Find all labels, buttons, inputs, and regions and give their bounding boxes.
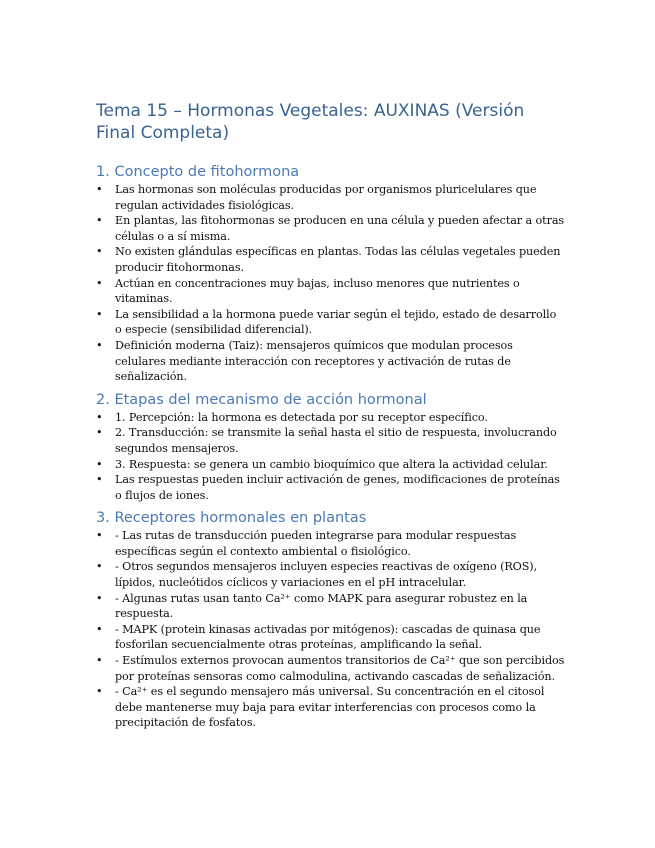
list-item bbox=[96, 457, 566, 473]
bullet-icon: • bbox=[96, 622, 103, 636]
list-item bbox=[96, 559, 566, 590]
bullet-icon: • bbox=[96, 338, 103, 352]
section-mecanismo-accion bbox=[96, 391, 566, 504]
section-heading: 2. Etapas del mecanismo de acción hormonal bbox=[96, 391, 427, 408]
document-body bbox=[96, 100, 566, 737]
bullet-icon: • bbox=[96, 529, 103, 543]
list-item bbox=[96, 338, 566, 385]
list-item bbox=[96, 684, 566, 731]
list-item bbox=[96, 622, 566, 653]
list-item bbox=[96, 307, 566, 338]
list-item-text: - Las rutas de transducción pueden integrarse para modular respuestas específicas según el contexto ambiental o fisiológico. bbox=[115, 529, 517, 558]
bullet-list bbox=[96, 182, 566, 385]
bullet-icon: • bbox=[96, 591, 103, 605]
list-item-text: Actúan en concentraciones muy bajas, incluso menores que nutrientes o vitaminas. bbox=[115, 276, 520, 306]
bullet-icon: • bbox=[96, 457, 103, 471]
list-item-text: Definición moderna (Taiz): mensajeros químicos que modulan procesos celulares mediante interacción con receptores y activación de rutas de señalización. bbox=[115, 338, 513, 384]
list-item-text: En plantas, las fitohormonas se producen en una célula y pueden afectar a otras células o a sí misma. bbox=[115, 214, 565, 243]
list-item-text: Las hormonas son moléculas producidas por organismos pluricelulares que regulan actividades fisiológicas. bbox=[115, 183, 537, 212]
bullet-icon: • bbox=[96, 245, 103, 259]
bullet-icon: • bbox=[96, 654, 103, 668]
list-item-text: - MAPK (protein kinasas activadas por mitógenos): cascadas de quinasa que fosforilan secuencialmente otras proteínas, amplificando la señal. bbox=[115, 622, 541, 652]
list-item bbox=[96, 182, 566, 213]
list-item bbox=[96, 425, 566, 456]
bullet-icon: • bbox=[96, 560, 103, 574]
bullet-icon: • bbox=[96, 214, 103, 228]
bullet-icon: • bbox=[96, 410, 103, 424]
document-title: Tema 15 – Hormonas Vegetales: AUXINAS (Versión Final Completa) bbox=[96, 101, 525, 143]
bullet-list bbox=[96, 528, 566, 731]
bullet-icon: • bbox=[96, 685, 103, 699]
list-item bbox=[96, 276, 566, 307]
list-item-text: 2. Transducción: se transmite la señal hasta el sitio de respuesta, involucrando segundos mensajeros. bbox=[115, 426, 557, 455]
list-item bbox=[96, 213, 566, 244]
list-item-text: - Ca²⁺ es el segundo mensajero más universal. Su concentración en el citosol debe mantenerse muy baja para evitar interferencias con procesos como la precipitación de fosfatos. bbox=[115, 685, 545, 730]
list-item bbox=[96, 591, 566, 622]
list-item-text: - Otros segundos mensajeros incluyen especies reactivas de oxígeno (ROS), lípidos, nucleótidos cíclicos y variaciones en el pH intracelular. bbox=[115, 560, 538, 590]
list-item-text: No existen glándulas específicas en plantas. Todas las células vegetales pueden producir fitohormonas. bbox=[115, 245, 561, 274]
bullet-list bbox=[96, 410, 566, 504]
list-item-text: 3. Respuesta: se genera un cambio bioquímico que altera la actividad celular. bbox=[115, 457, 548, 471]
list-item-text: La sensibilidad a la hormona puede variar según el tejido, estado de desarrollo o especie (sensibilidad diferencial). bbox=[115, 307, 557, 337]
list-item bbox=[96, 472, 566, 503]
list-item bbox=[96, 653, 566, 684]
bullet-icon: • bbox=[96, 276, 103, 290]
list-item bbox=[96, 244, 566, 275]
section-receptores bbox=[96, 509, 566, 731]
list-item-text: - Estímulos externos provocan aumentos transitorios de Ca²⁺ que son percibidos por proteínas sensoras como calmodulina, activando cascadas de señalización. bbox=[115, 654, 565, 683]
bullet-icon: • bbox=[96, 307, 103, 321]
section-fitohormona bbox=[96, 163, 566, 385]
list-item-text: 1. Percepción: la hormona es detectada por su receptor específico. bbox=[115, 410, 488, 424]
bullet-icon: • bbox=[96, 473, 103, 487]
bullet-icon: • bbox=[96, 183, 103, 196]
section-heading: 1. Concepto de fitohormona bbox=[96, 164, 300, 180]
section-heading: 3. Receptores hormonales en plantas bbox=[96, 510, 367, 527]
bullet-icon: • bbox=[96, 426, 103, 440]
list-item bbox=[96, 528, 566, 559]
list-item bbox=[96, 410, 566, 426]
list-item-text: Las respuestas pueden incluir activación de genes, modificaciones de proteínas o flujos de iones. bbox=[115, 473, 560, 502]
list-item-text: - Algunas rutas usan tanto Ca²⁺ como MAPK para asegurar robustez en la respuesta. bbox=[115, 591, 528, 621]
